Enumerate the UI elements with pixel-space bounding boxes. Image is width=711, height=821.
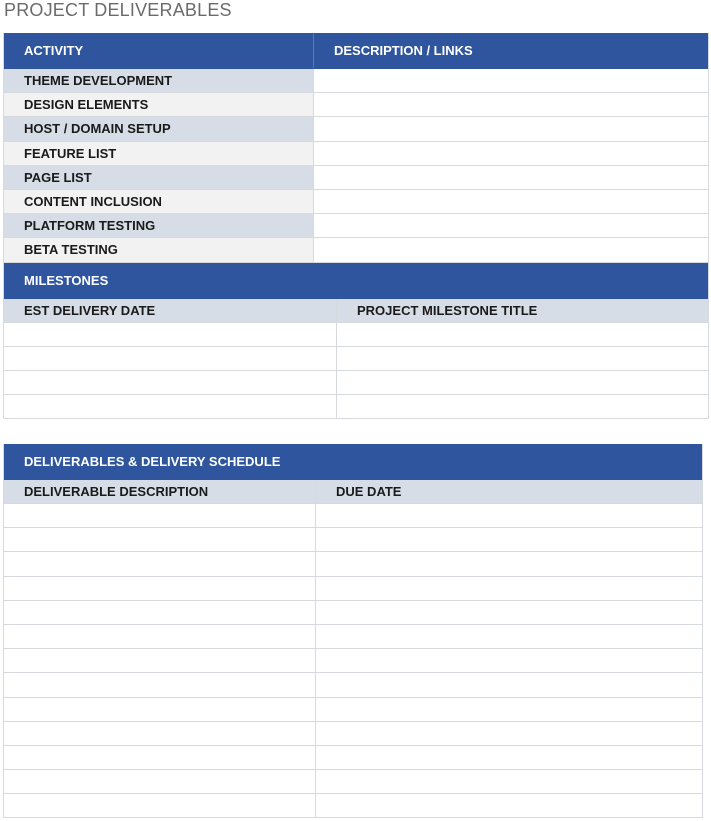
deliverable-row (4, 770, 702, 794)
due-date-cell[interactable] (315, 528, 702, 551)
deliverable-row (4, 698, 702, 722)
deliverable-row (4, 528, 702, 552)
activity-row (4, 117, 708, 141)
milestone-title-cell[interactable] (336, 347, 708, 370)
milestone-date-cell[interactable] (4, 395, 336, 418)
deliverables-columns-row (4, 480, 702, 504)
deliverable-row (4, 504, 702, 528)
deliverables-body (4, 504, 702, 818)
deliverable-description-header: DELIVERABLE DESCRIPTION (24, 484, 209, 499)
activities-header-row (4, 33, 708, 69)
deliverable-description-cell[interactable] (4, 649, 315, 672)
description-cell[interactable] (313, 238, 708, 261)
activity-label: CONTENT INCLUSION (4, 190, 313, 213)
est-delivery-date-header: EST DELIVERY DATE (24, 302, 156, 318)
due-date-cell[interactable] (315, 722, 702, 745)
due-date-header: DUE DATE (315, 480, 702, 503)
activity-row (4, 69, 708, 93)
milestones-header: MILESTONES (24, 272, 109, 288)
deliverable-description-cell[interactable] (4, 673, 315, 696)
activity-row (4, 93, 708, 117)
activity-label: PLATFORM TESTING (4, 214, 313, 237)
description-cell[interactable] (313, 190, 708, 213)
activity-label: PAGE LIST (4, 166, 313, 189)
milestone-row (4, 371, 708, 395)
deliverable-row (4, 625, 702, 649)
activity-row (4, 166, 708, 190)
description-cell[interactable] (313, 117, 708, 140)
activity-label: HOST / DOMAIN SETUP (4, 117, 313, 140)
deliverable-description-cell[interactable] (4, 577, 315, 600)
milestone-title-cell[interactable] (336, 323, 708, 346)
deliverable-description-cell[interactable] (4, 698, 315, 721)
activity-row (4, 238, 708, 262)
due-date-cell[interactable] (315, 504, 702, 527)
deliverables-table (3, 444, 703, 818)
deliverable-description-cell[interactable] (4, 794, 315, 817)
description-cell[interactable] (313, 166, 708, 189)
milestones-header-row (4, 263, 708, 299)
description-cell[interactable] (313, 214, 708, 237)
deliverable-row (4, 722, 702, 746)
deliverable-description-cell[interactable] (4, 770, 315, 793)
due-date-cell[interactable] (315, 601, 702, 624)
page-title: PROJECT DELIVERABLES (4, 0, 232, 20)
due-date-cell[interactable] (315, 794, 702, 817)
activity-label: FEATURE LIST (4, 142, 313, 165)
activity-column-header: ACTIVITY (24, 43, 84, 58)
activity-label: BETA TESTING (4, 238, 313, 261)
milestone-date-cell[interactable] (4, 371, 336, 394)
milestone-row (4, 323, 708, 347)
deliverable-description-cell[interactable] (4, 504, 315, 527)
due-date-cell[interactable] (315, 698, 702, 721)
deliverable-description-cell[interactable] (4, 722, 315, 745)
deliverable-row (4, 673, 702, 697)
project-milestone-title-header: PROJECT MILESTONE TITLE (336, 299, 708, 322)
description-cell[interactable] (313, 142, 708, 165)
deliverable-row (4, 794, 702, 818)
activity-label: THEME DEVELOPMENT (4, 69, 313, 92)
milestones-columns-row (4, 299, 708, 323)
activity-row (4, 142, 708, 166)
milestone-title-cell[interactable] (336, 371, 708, 394)
due-date-cell[interactable] (315, 625, 702, 648)
deliverable-row (4, 577, 702, 601)
deliverables-schedule-header: DELIVERABLES & DELIVERY SCHEDULE (24, 454, 281, 469)
due-date-cell[interactable] (315, 673, 702, 696)
due-date-cell[interactable] (315, 577, 702, 600)
activities-table (3, 33, 709, 419)
description-cell[interactable] (313, 69, 708, 92)
deliverable-description-cell[interactable] (4, 625, 315, 648)
deliverable-row (4, 746, 702, 770)
due-date-cell[interactable] (315, 552, 702, 575)
activity-label: DESIGN ELEMENTS (4, 93, 313, 116)
deliverable-description-cell[interactable] (4, 552, 315, 575)
milestone-row (4, 347, 708, 371)
activity-row (4, 190, 708, 214)
milestone-row (4, 395, 708, 419)
due-date-cell[interactable] (315, 649, 702, 672)
milestone-date-cell[interactable] (4, 347, 336, 370)
deliverable-description-cell[interactable] (4, 528, 315, 551)
activity-row (4, 214, 708, 238)
deliverable-row (4, 552, 702, 576)
deliverable-row (4, 601, 702, 625)
deliverable-description-cell[interactable] (4, 601, 315, 624)
milestone-title-cell[interactable] (336, 395, 708, 418)
deliverable-description-cell[interactable] (4, 746, 315, 769)
deliverable-row (4, 649, 702, 673)
milestone-date-cell[interactable] (4, 323, 336, 346)
deliverables-header-row (4, 444, 702, 480)
due-date-cell[interactable] (315, 770, 702, 793)
description-links-column-header: DESCRIPTION / LINKS (313, 33, 708, 68)
description-cell[interactable] (313, 93, 708, 116)
due-date-cell[interactable] (315, 746, 702, 769)
